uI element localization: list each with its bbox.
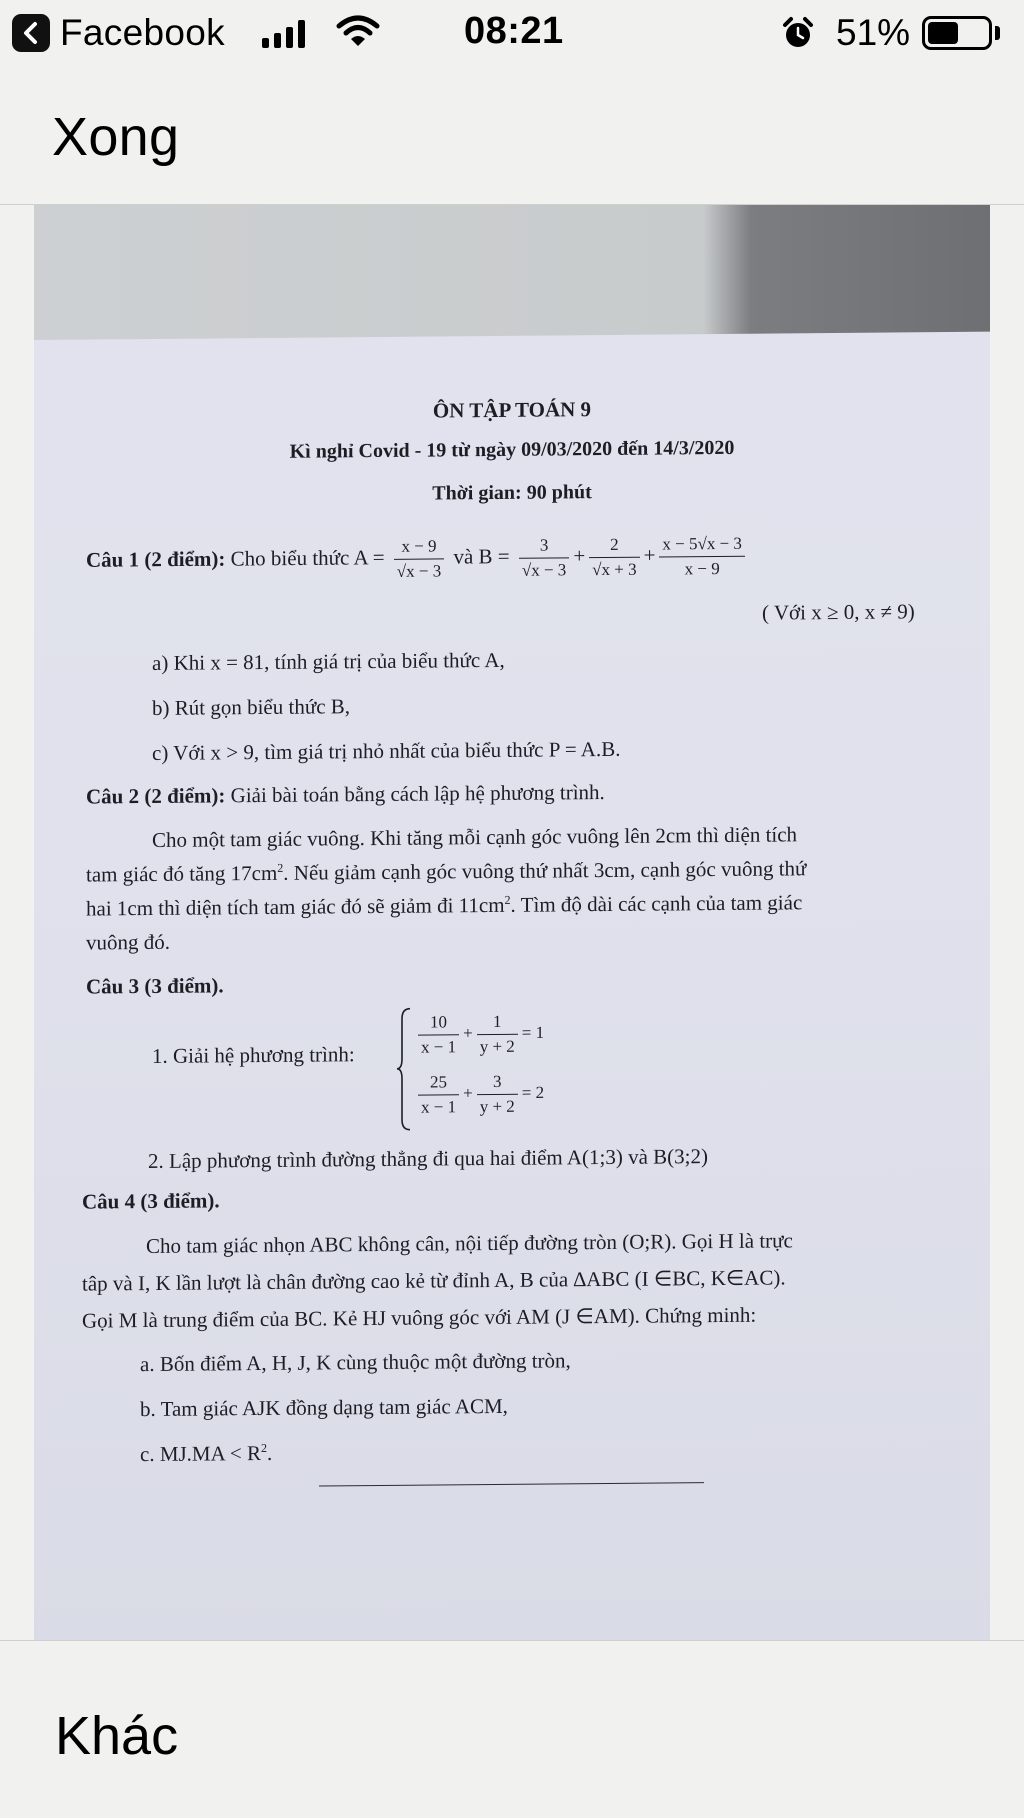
frac-den: x − 1 [421,1037,457,1057]
frac-den: x − 1 [421,1097,457,1117]
frac-num: 3 [477,1072,518,1095]
equation-rhs: = 1 [521,1022,545,1043]
battery-fill [928,22,958,44]
fraction [477,1012,518,1057]
q2-text-2b: . Nếu giảm cạnh góc vuông thứ nhất 3cm, cạnh góc vuông thứ [283,856,807,885]
frac-num: x − 5√x − 3 [659,534,745,558]
q2-text-4: vuông đó. [86,929,170,955]
q2-text-2a: tam giác đó tăng 17cm [86,860,278,887]
fraction-b3 [659,534,745,580]
doc-time-limit: Thời gian: 90 phút [432,481,592,505]
superscript: 2 [277,860,284,875]
q4-text-1: Cho tam giác nhọn ABC không cân, nội tiếp đường tròn (O;R). Gọi H là trực [146,1228,793,1259]
superscript: 2 [504,892,511,907]
frac-den: √x − 3 [521,560,567,580]
photo-viewer[interactable] [34,205,990,1640]
q1-heading: Câu 1 (2 điểm): [86,546,226,572]
end-divider [319,1482,704,1486]
q1-condition: ( Với x ≥ 0, x ≠ 9) [762,599,915,625]
frac-num: 1 [477,1012,518,1035]
q3-heading: Câu 3 (3 điểm). [86,973,224,999]
battery-percent: 51% [836,12,911,53]
doc-subtitle: Kì nghỉ Covid - 19 từ ngày 09/03/2020 đến 14/3/2020 [289,436,735,463]
frac-num: 10 [418,1012,459,1035]
q1-part-a: a) Khi x = 81, tính giá trị của biểu thức A, [152,647,505,675]
q2-text-3a: hai 1cm thì diện tích tam giác đó sẽ giảm đi 11cm [86,892,505,921]
plus-sign: + [463,1023,473,1043]
fraction [477,1072,518,1117]
battery-icon [922,16,992,50]
q4-part-c [140,1441,272,1467]
frac-num: 25 [418,1072,459,1095]
plus-sign: + [643,542,656,567]
equation-system [396,1005,566,1131]
frac-num: 3 [519,535,569,558]
q4-part-c-text: c. MJ.MA < R [140,1441,261,1467]
equation-2 [414,1072,544,1118]
equation-rhs: = 2 [521,1082,545,1103]
q1-intro: Cho biểu thức A = [230,545,385,571]
status-bar [0,0,1024,66]
signal-icon [262,20,305,48]
q3-part-2: 2. Lập phương trình đường thẳng đi qua hai điểm A(1;3) và B(3;2) [148,1144,708,1174]
q2-line [86,780,605,810]
more-button[interactable]: Khác [55,1706,179,1766]
fraction-a [394,536,444,581]
done-button[interactable]: Xong [52,107,180,167]
q2-text-1: Cho một tam giác vuông. Khi tăng mỗi cạnh góc vuông lên 2cm thì diện tích [152,822,798,852]
q1-and-b: và B = [453,544,510,569]
status-time: 08:21 [464,10,564,52]
fraction-b1 [519,535,569,580]
q2-text-2 [86,856,806,887]
q2-intro: Giải bài toán bằng cách lập hệ phương trình. [230,780,605,808]
q1-line [86,534,749,585]
frac-num: 2 [589,535,639,558]
fraction [418,1072,459,1117]
q4-heading: Câu 4 (3 điểm). [82,1188,220,1214]
q2-text-3 [86,890,802,921]
frac-den: √x + 3 [592,559,637,580]
chevron-left-icon [12,14,50,52]
q1-part-c: c) Với x > 9, tìm giá trị nhỏ nhất của biểu thức P = A.B. [152,736,621,765]
q4-part-b: b. Tam giác AJK đồng dạng tam giác ACM, [140,1393,508,1422]
back-to-app-button[interactable] [12,14,225,52]
frac-num: x − 9 [394,536,444,559]
back-app-label: Facebook [60,12,225,53]
fraction [418,1012,459,1057]
q4-part-a: a. Bốn điểm A, H, J, K cùng thuộc một đường tròn, [140,1348,571,1377]
battery-tip [995,26,1000,40]
bottom-toolbar [0,1640,1024,1818]
brace-icon [396,1007,412,1132]
plus-sign: + [463,1083,473,1103]
wifi-icon [336,14,380,48]
q2-heading: Câu 2 (2 điểm): [86,783,226,809]
q4-part-c-end: . [266,1440,273,1465]
q4-text-2: tâp và I, K lần lượt là chân đường cao kẻ từ đỉnh A, B của ∆ABC (I ∈BC, K∈AC). [82,1265,786,1296]
q2-text-3b: . Tìm độ dài các cạnh của tam giác [510,890,803,917]
q3-part-1: 1. Giải hệ phương trình: [152,1042,355,1068]
frac-den: y + 2 [479,1096,515,1117]
doc-title: ÔN TẬP TOÁN 9 [432,397,592,423]
q4-text-3: Gọi M là trung điểm của BC. Kẻ HJ vuông góc với AM (J ∈AM). Chứng minh: [82,1302,757,1333]
frac-den: x − 9 [684,559,720,579]
nav-bar [0,66,1024,205]
superscript: 2 [260,1440,267,1456]
equation-1 [414,1012,544,1058]
q1-part-b: b) Rút gọn biểu thức B, [152,694,351,720]
alarm-icon [781,16,815,50]
plus-sign: + [573,543,586,568]
exam-paper [34,332,990,1640]
frac-den: y + 2 [479,1036,515,1057]
fraction-b2 [589,535,639,580]
frac-den: √x − 3 [396,561,442,581]
